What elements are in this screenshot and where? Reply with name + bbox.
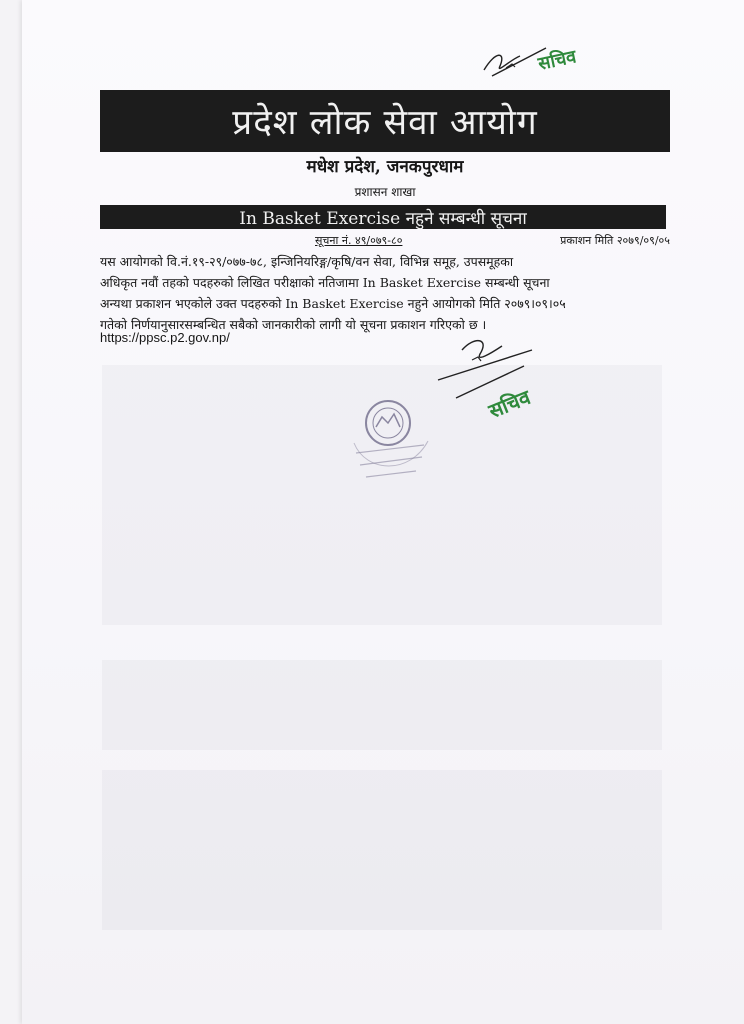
organization-title: प्रदेश लोक सेवा आयोग: [100, 90, 670, 152]
body-line: अन्यथा प्रकाशन भएकोले उक्त पदहरुको In Basket Exercise नहुने आयोगको मिति २०७९।०९।०५: [100, 296, 566, 311]
website-link[interactable]: https://ppsc.p2.gov.np/: [100, 330, 230, 345]
notice-number: सूचना नं. ४९/०७९-८०: [315, 234, 403, 247]
official-seal: [336, 393, 446, 503]
body-line: अधिकृत नवौं तहको पदहरुको लिखित परीक्षाको नतिजामा In Basket Exercise सम्बन्धी सूचना: [100, 275, 550, 290]
bleed-through-region: [102, 660, 662, 750]
secretary-stamp-top: सचिव: [536, 46, 579, 75]
notice-subject: In Basket Exercise नहुने सम्बन्धी सूचना: [100, 205, 666, 229]
province-location: मधेश प्रदेश, जनकपुरधाम: [306, 157, 464, 177]
secretary-stamp-bottom: सचिव: [485, 384, 534, 424]
notice-body: [100, 251, 670, 335]
body-line: यस आयोगको वि.नं.१९-२९/०७७-७८, इन्जिनियरिङ्ग/कृषि/वन सेवा, विभिन्न समूह, उपसमूहका: [100, 254, 514, 269]
notice-meta: [100, 233, 670, 249]
body-line: गतेको निर्णयानुसारसम्बन्धित सबैको जानकारीको लागी यो सूचना प्रकाशन गरिएको छ ।: [100, 317, 487, 332]
bleed-through-region: [102, 770, 662, 930]
publication-date: प्रकाशन मिति २०७९/०९/०५: [560, 234, 670, 247]
branch-name: प्रशासन शाखा: [354, 185, 416, 199]
